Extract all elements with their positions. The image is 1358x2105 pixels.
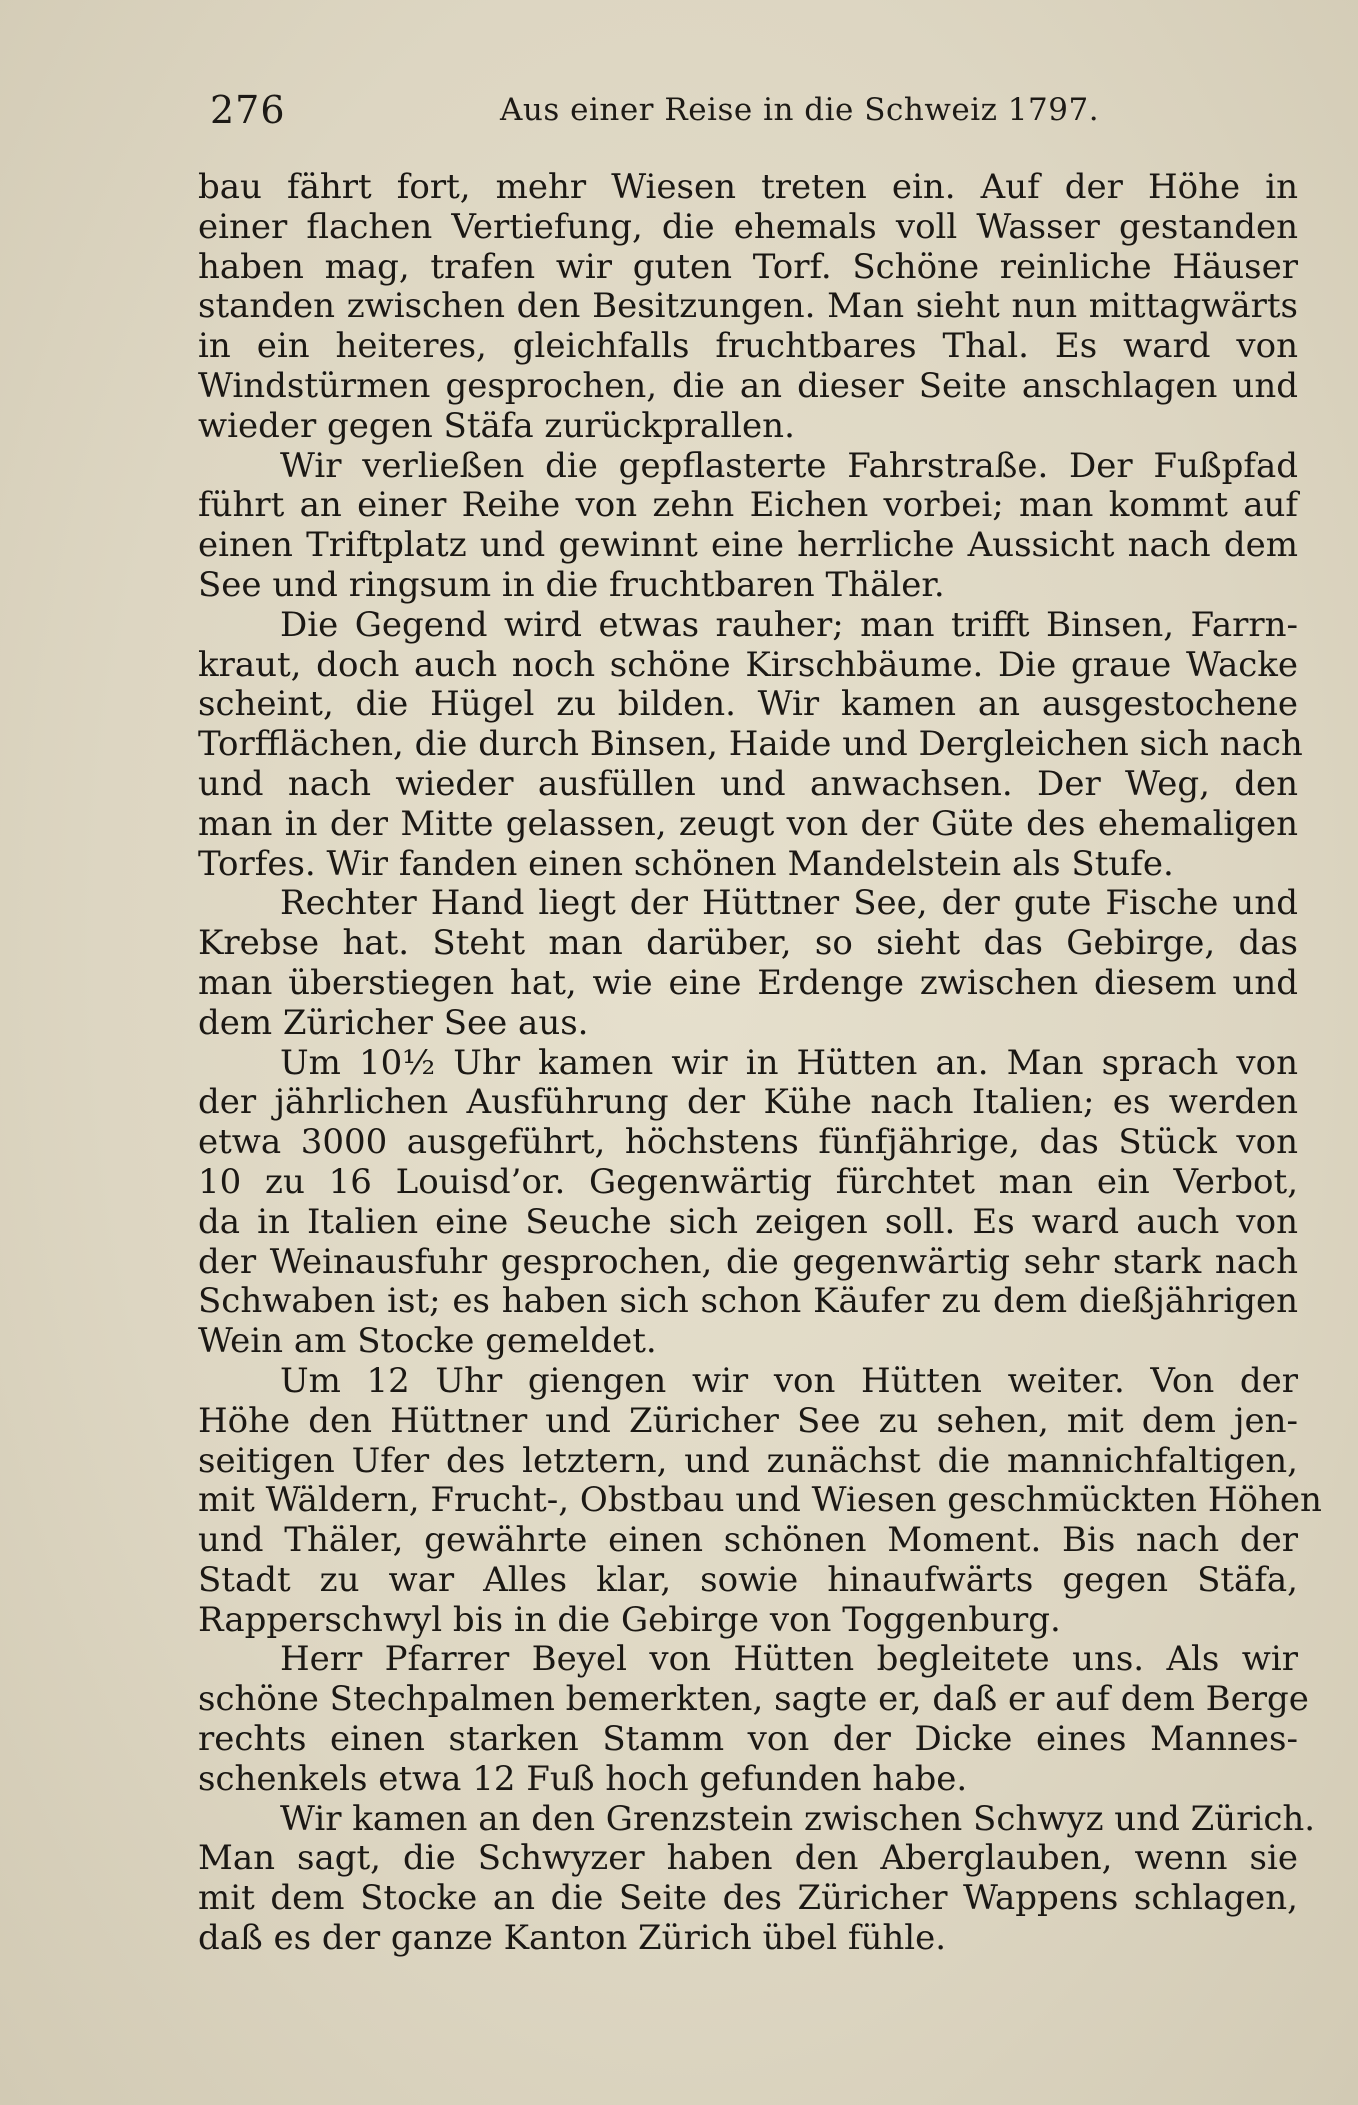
text-line: haben mag, trafen wir guten Torf. Schöne reinliche Häuser (198, 246, 1298, 287)
text-line: Man sagt, die Schwyzer haben den Aberglauben, wenn sie (198, 1838, 1298, 1879)
text-line: dem Züricher See aus. (198, 1002, 589, 1043)
body-text (198, 167, 1322, 1959)
text-line: Um 12 Uhr giengen wir von Hütten weiter. Von der (280, 1360, 1298, 1401)
text-line: da in Italien eine Seuche sich zeigen soll. Es ward auch von (198, 1201, 1298, 1242)
text-line: Rapperschwyl bis in die Gebirge von Toggenburg. (198, 1599, 1061, 1640)
text-line: man in der Mitte gelassen, zeugt von der Güte des ehemaligen (198, 803, 1298, 844)
text-line: man überstiegen hat, wie eine Erdenge zwischen diesem und (198, 962, 1298, 1003)
text-line: Wir kamen an den Grenzstein zwischen Schwyz und Zürich. (280, 1798, 1316, 1839)
text-line: mit Wäldern, Frucht-, Obstbau und Wiesen geschmückten Höhen (198, 1480, 1322, 1521)
text-line: Stadt zu war Alles klar, sowie hinaufwärts gegen Stäfa, (198, 1559, 1298, 1600)
text-line: und nach wieder ausfüllen und anwachsen. Der Weg, den (198, 763, 1298, 804)
page-header (210, 88, 1140, 138)
text-line: etwa 3000 ausgeführt, höchstens fünfjährige, das Stück von (198, 1122, 1298, 1163)
text-line: scheint, die Hügel zu bilden. Wir kamen an ausgestochene (198, 684, 1298, 725)
text-line: Krebse hat. Steht man darüber, so sieht das Gebirge, das (198, 923, 1298, 964)
text-line: bau fährt fort, mehr Wiesen treten ein. Auf der Höhe in (198, 167, 1298, 207)
text-line: Schwaben ist; es haben sich schon Käufer zu dem dießjährigen (198, 1281, 1298, 1322)
page-number: 276 (210, 88, 286, 132)
text-line: rechts einen starken Stamm von der Dicke eines Mannes- (198, 1719, 1298, 1760)
text-line: Torfes. Wir fanden einen schönen Mandelstein als Stufe. (198, 843, 1174, 884)
text-line: der jährlichen Ausführung der Kühe nach Italien; es werden (198, 1082, 1298, 1123)
text-line: Um 10½ Uhr kamen wir in Hütten an. Man sprach von (280, 1042, 1298, 1083)
text-line: schöne Stechpalmen bemerkten, sagte er, daß er auf dem Berge (198, 1679, 1309, 1720)
text-line: mit dem Stocke an die Seite des Züricher Wappens schlagen, (198, 1878, 1298, 1919)
text-line: 10 zu 16 Louisd’or. Gegenwärtig fürchtet man ein Verbot, (198, 1161, 1298, 1202)
text-line: Höhe den Hüttner und Züricher See zu sehen, mit dem jen- (198, 1400, 1298, 1441)
text-line: See und ringsum in die fruchtbaren Thäler. (198, 564, 945, 605)
text-line: kraut, doch auch noch schöne Kirschbäume. Die graue Wacke (198, 644, 1298, 685)
text-line: Rechter Hand liegt der Hüttner See, der gute Fische und (280, 883, 1298, 924)
text-line: Wir verließen die gepflasterte Fahrstraße. Der Fußpfad (280, 445, 1298, 486)
text-line: einer flachen Vertiefung, die ehemals voll Wasser gestanden (198, 206, 1298, 247)
text-line: seitigen Ufer des letztern, und zunächst die mannichfaltigen, (198, 1440, 1298, 1481)
text-line: Wein am Stocke gemeldet. (198, 1321, 657, 1362)
text-line: führt an einer Reihe von zehn Eichen vorbei; man kommt auf (198, 485, 1298, 526)
text-line: Die Gegend wird etwas rauher; man trifft Binsen, Farrn- (280, 604, 1298, 645)
text-line: schenkels etwa 12 Fuß hoch gefunden habe. (198, 1758, 968, 1799)
running-title: Aus einer Reise in die Schweiz 1797. (500, 92, 1100, 128)
text-line: einen Triftplatz und gewinnt eine herrliche Aussicht nach dem (198, 525, 1298, 566)
text-line: standen zwischen den Besitzungen. Man sieht nun mittagwärts (198, 286, 1298, 327)
text-line: daß es der ganze Kanton Zürich übel fühle. (198, 1918, 947, 1959)
text-line: wieder gegen Stäfa zurückprallen. (198, 405, 795, 446)
text-line: Windstürmen gesprochen, die an dieser Seite anschlagen und (198, 365, 1298, 406)
text-line: der Weinausfuhr gesprochen, die gegenwärtig sehr stark nach (198, 1241, 1298, 1282)
text-line: Torfflächen, die durch Binsen, Haide und Dergleichen sich nach (198, 724, 1303, 765)
text-line: in ein heiteres, gleichfalls fruchtbares Thal. Es ward von (198, 326, 1298, 367)
text-line: und Thäler, gewährte einen schönen Moment. Bis nach der (198, 1520, 1298, 1561)
text-line: Herr Pfarrer Beyel von Hütten begleitete uns. Als wir (280, 1639, 1298, 1680)
